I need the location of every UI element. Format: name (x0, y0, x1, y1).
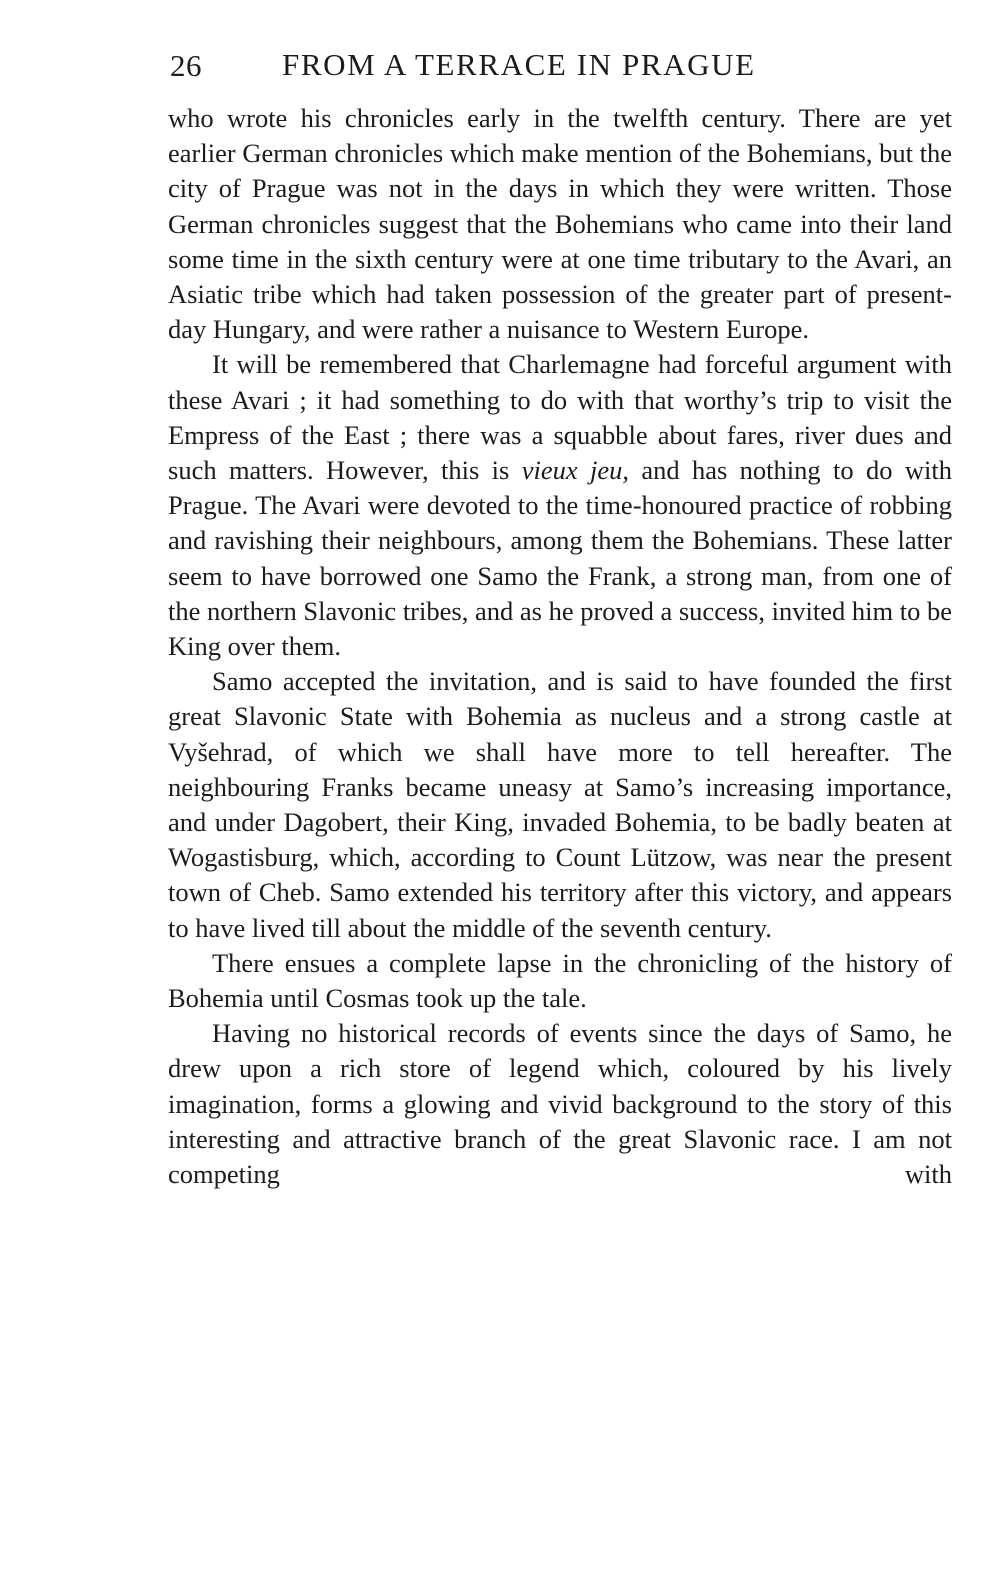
paragraph-5: Having no historical records of events since the days of Samo, he drew upon a rich store of legend which, coloured by his lively imagination, forms a glowing and vivid background to the story of this interesting and attractive branch of the great Slavonic race. I am not competing with (168, 1018, 952, 1190)
paragraph-2 (168, 347, 952, 664)
paragraph-2-text-b: and has nothing to do with Prague. The Avari were devoted to the time-honoured practice of robbing and ravishing their neighbours, among them the Bohemians. These latter seem to have borrowed one Samo the Frank, a strong man, from one of the northern Slavonic tribes, and as he proved a success, invited him to be King over them. (168, 455, 952, 662)
paragraph-4: There ensues a complete lapse in the chronicling of the history of Bohemia until Cosmas took up the tale. (168, 947, 952, 1014)
paragraph-2-italic-phrase: vieux jeu, (521, 455, 629, 486)
book-page (168, 40, 952, 1192)
body-text (168, 101, 952, 1192)
paragraph-2-text-a: It will be remembered that Charlemagne had forceful argument with these Avari ; it had something to do with that worthy’s trip to visit the Empress of the East ; there was a squabble about fares, river dues and such matters. However, this is (168, 349, 952, 486)
paragraph-3: Samo accepted the invitation, and is said to have founded the first great Slavonic State with Bohemia as nucleus and a strong castle at Vyšehrad, of which we shall have more to tell hereafter. The neighbouring Franks became uneasy at Samo’s increasing importance, and under Dagobert, their King, invaded Bohemia, to be badly beaten at Wogastisburg, which, according to Count Lützow, was near the present town of Cheb. Samo extended his territory after this victory, and appears to have lived till about the middle of the seventh century. (168, 666, 952, 943)
running-head (168, 40, 952, 90)
page-number: 26 (170, 48, 202, 83)
paragraph-1: who wrote his chronicles early in the twelfth century. There are yet earlier German chronicles which make mention of the Bohemians, but the city of Prague was not in the days in which they were written. Those German chronicles suggest that the Bohemians who came into their land some time in the sixth century were at one time tributary to the Avari, an Asiatic tribe which had taken possession of the greater part of present-day Hungary, and were rather a nuisance to Western Europe. (168, 103, 952, 345)
running-title: FROM A TERRACE IN PRAGUE (282, 47, 756, 82)
